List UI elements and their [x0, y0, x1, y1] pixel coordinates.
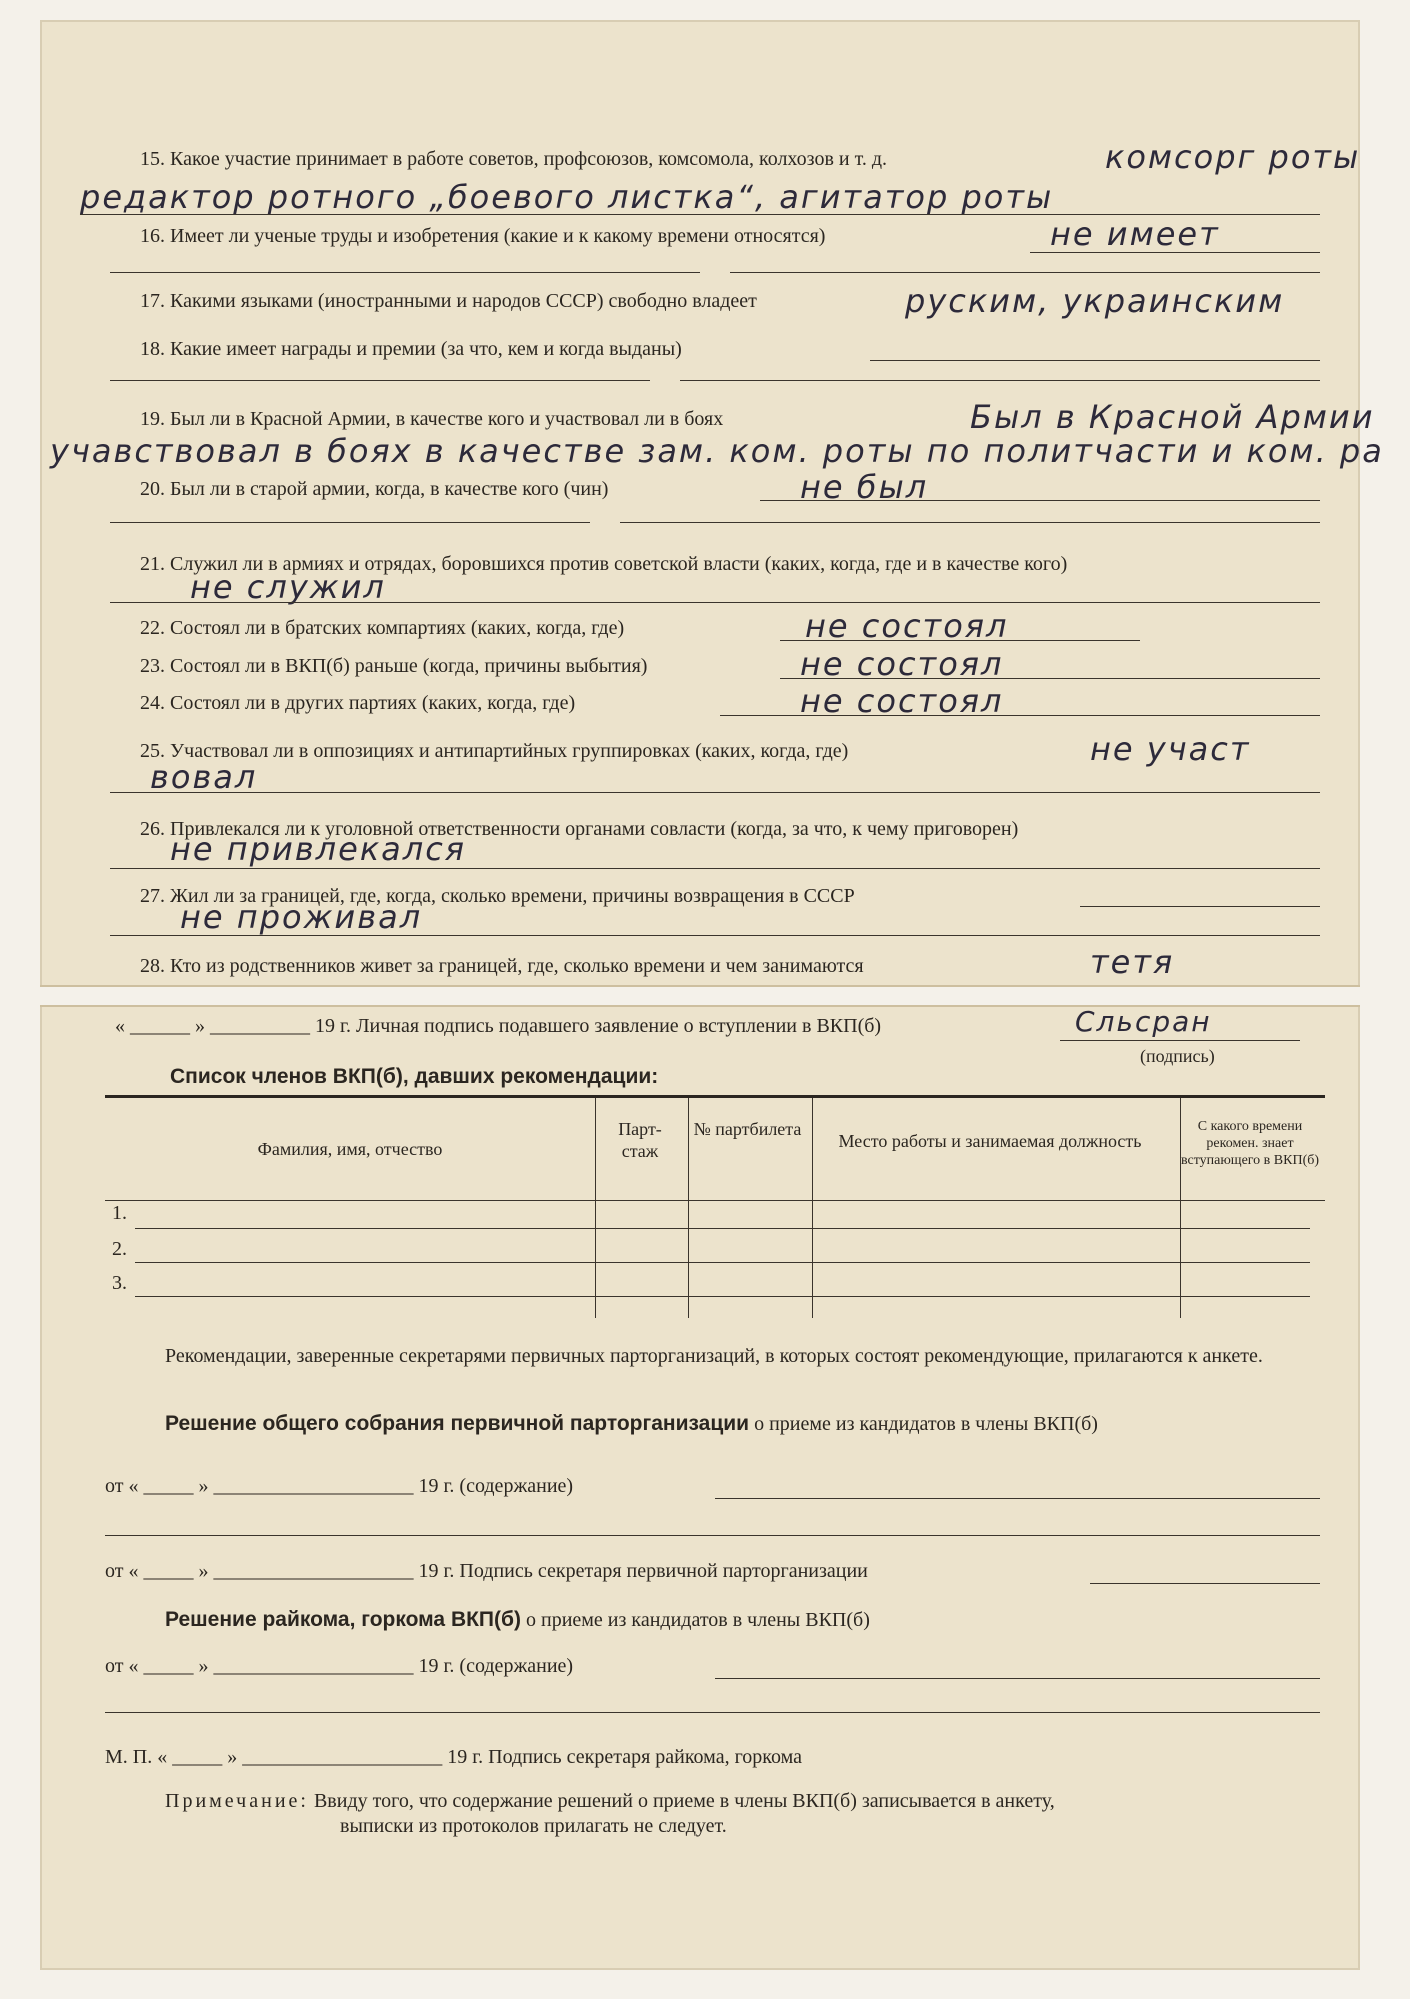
q27-label: 27. Жил ли за границей, где, когда, сколько времени, причины возвращения в СССР [140, 885, 855, 907]
answer-line [730, 272, 1320, 273]
col-header-workplace: Место работы и занимаемая должность [838, 1131, 1142, 1151]
table-row-number: 1. [112, 1202, 127, 1224]
q17-answer: руским, украинским [905, 282, 1285, 320]
q19-answer-cont: учавствовал в боях в качестве зам. ком. роты по политчасти и ком. ра [50, 432, 1384, 470]
q21-answer: не служил [190, 568, 386, 606]
col-header-name: Фамилия, имя, отчество [257, 1139, 443, 1159]
q15-label: 15. Какое участие принимает в работе советов, профсоюзов, комсомола, колхозов и т. д. [140, 148, 888, 170]
signature-value: Сльсран [1075, 1005, 1212, 1038]
recommenders-title: Список членов ВКП(б), давших рекомендации: [170, 1065, 659, 1088]
signature-caption: (подпись) [1140, 1046, 1215, 1066]
table-top-rule [105, 1095, 1325, 1098]
table-divider [1180, 1098, 1181, 1318]
q22-answer: не состоял [805, 607, 1009, 645]
q25-label: 25. Участвовал ли в оппозициях и антипартийных группировках (каких, когда, где) [140, 740, 849, 762]
q20-answer: не был [800, 468, 929, 506]
answer-line [720, 715, 1320, 716]
table-divider [812, 1098, 813, 1318]
recommend-note: Рекомендации, заверенные секретарями первичных парторганизаций, в которых состоят рекомендующие, прилагаются к анкете. [165, 1345, 1263, 1367]
answer-line [870, 360, 1320, 361]
col-header-known-since: С какого времени рекомен. знает вступающего в ВКП(б) [1180, 1119, 1320, 1168]
answer-line [1080, 906, 1320, 907]
footnote-text-cont: выписки из протоколов прилагать не следует. [340, 1815, 727, 1837]
raikom-decision-subtitle: о приеме из кандидатов в члены ВКП(б) [525, 1609, 870, 1631]
q15-answer-cont: редактор ротного „боевого листка“, агитатор роты [80, 178, 1054, 216]
q27-answer: не проживал [180, 898, 423, 936]
primary-decision-signature: от « _____ » ____________________ 19 г. Подпись секретаря первичной парторганизации [105, 1560, 868, 1582]
footnote-label: Примечание: [165, 1790, 309, 1812]
primary-decision-subtitle: о приеме из кандидатов в члены ВКП(б) [754, 1413, 1098, 1435]
table-row-line [135, 1296, 1310, 1297]
q16-answer: не имеет [1050, 215, 1220, 253]
table-divider [688, 1098, 689, 1318]
q24-answer: не состоял [800, 682, 1004, 720]
answer-line [680, 380, 1320, 381]
q18-label: 18. Какие имеет награды и премии (за что, кем и когда выданы) [140, 338, 682, 360]
table-row-line [135, 1228, 1310, 1229]
col-header-card-number: № партбилета [693, 1119, 802, 1139]
q25-answer-cont: вовал [150, 758, 258, 796]
q16-label: 16. Имеет ли ученые труды и изобретения (какие и к какому времени относятся) [140, 225, 826, 247]
answer-line [110, 522, 590, 523]
answer-line [620, 522, 1320, 523]
answer-line [110, 272, 700, 273]
table-row-line [135, 1262, 1310, 1263]
q24-label: 24. Состоял ли в других партиях (каких, когда, где) [140, 692, 576, 714]
q15-answer: комсорг роты [1105, 138, 1361, 176]
answer-line [780, 678, 1320, 679]
table-row-number: 3. [112, 1272, 127, 1294]
col-header-party-years: Парт-стаж [618, 1119, 662, 1161]
q28-answer: тетя [1090, 943, 1175, 981]
signature-label: « ______ » __________ 19 г. Личная подпись подавшего заявление о вступлении в ВКП(б) [115, 1015, 882, 1037]
q22-label: 22. Состоял ли в братских компартиях (каких, когда, где) [140, 617, 625, 639]
answer-line [110, 380, 650, 381]
q23-answer: не состоял [800, 645, 1004, 683]
answer-line [110, 602, 1320, 603]
answer-line [105, 1535, 1320, 1536]
q17-label: 17. Какими языками (иностранными и народов СССР) свободно владеет [140, 290, 757, 312]
answer-line [110, 792, 1320, 793]
q28-label: 28. Кто из родственников живет за границей, где, сколько времени и чем занимаются [140, 955, 864, 977]
primary-decision-content: от « _____ » ____________________ 19 г. (содержание) [105, 1475, 574, 1497]
table-divider [595, 1098, 596, 1318]
answer-line [1090, 1583, 1320, 1584]
answer-line [715, 1678, 1320, 1679]
raikom-decision-title: Решение райкома, горкома ВКП(б) [165, 1608, 521, 1631]
q26-label: 26. Привлекался ли к уголовной ответственности органами совласти (когда, за что, к чему приговорен) [140, 818, 1019, 840]
q23-label: 23. Состоял ли в ВКП(б) раньше (когда, причины выбытия) [140, 655, 648, 677]
answer-line [110, 935, 1320, 936]
answer-line [780, 640, 1140, 641]
q21-label: 21. Служил ли в армиях и отрядах, боровшихся против советской власти (каких, когда, где и в качестве кого) [140, 553, 1068, 575]
q25-answer: не участ [1090, 730, 1251, 768]
answer-line [105, 1712, 1320, 1713]
answer-line [1030, 252, 1320, 253]
table-header-rule [105, 1200, 1325, 1201]
answer-line [715, 1498, 1320, 1499]
answer-line [1060, 1040, 1300, 1041]
q20-label: 20. Был ли в старой армии, когда, в качестве кого (чин) [140, 478, 609, 500]
raikom-decision-signature: М. П. « _____ » ____________________ 19 г. Подпись секретаря райкома, горкома [105, 1746, 802, 1768]
answer-line [760, 500, 1320, 501]
table-row-number: 2. [112, 1238, 127, 1260]
paper-tear [40, 985, 1360, 1007]
raikom-decision-content: от « _____ » ____________________ 19 г. (содержание) [105, 1655, 574, 1677]
q19-answer: Был в Красной Армии [970, 398, 1375, 436]
answer-line [110, 868, 1320, 869]
q19-label: 19. Был ли в Красной Армии, в качестве кого и участвовал ли в боях [140, 408, 724, 430]
footnote-text: Ввиду того, что содержание решений о приеме в члены ВКП(б) записывается в анкету, [313, 1790, 1055, 1812]
q26-answer: не привлекался [170, 830, 467, 868]
primary-decision-title: Решение общего собрания первичной парторганизации [165, 1412, 750, 1435]
